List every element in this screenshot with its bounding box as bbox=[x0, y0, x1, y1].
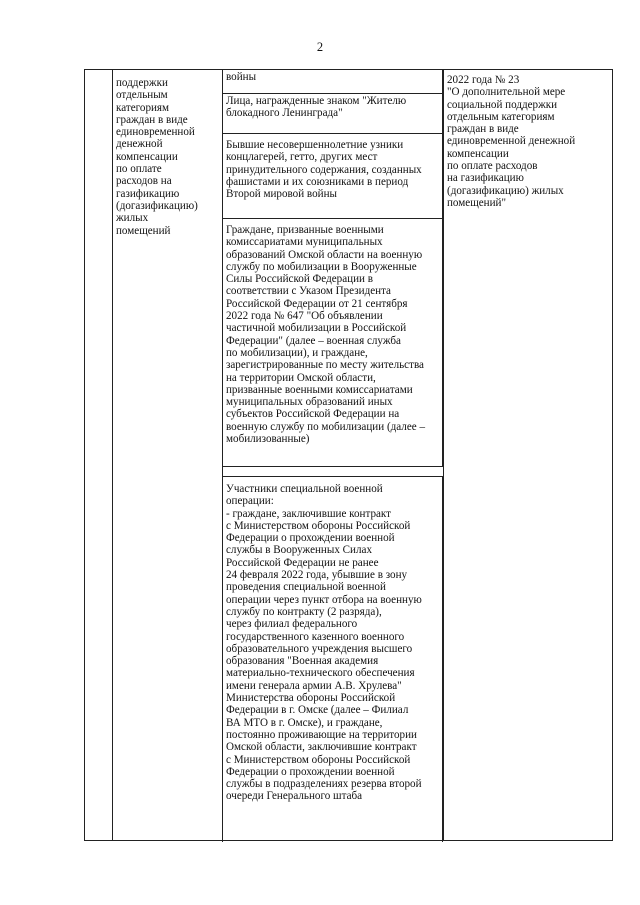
measure-name-cell: поддержки отдельным категориям граждан в виде единовременной денежной компенсации по оплате расходов на газификацию (догазификацию) жилых помещений bbox=[116, 77, 198, 237]
category-cell-leningrad: Лица, награжденные знаком "Жителю блокадного Ленинграда" bbox=[222, 93, 443, 134]
category-cell-svo-participants: Участники специальной военной операции: - граждане, заключившие контракт с Министерством обороны Российской Федерации о прохождении военной службы в Вооруженных Силах Российской Федерации не ранее 24 февраля 2022 года, убывшие в зону проведения специальной военной операции через пункт отбора на военную службу по контракту (2 разряда), через филиал федерального государственного казенного военного образовательного учреждения высшего образования "Военная академия материально-технического обеспечения имени генерала армии А.В. Хрулева" Министерства обороны Российской Федерации в г. Омске (далее – Филиал ВА МТО в г. Омске), и граждане, постоянно проживающие на территории Омской области, заключившие контракт с Министерством обороны Российской Федерации о прохождении военной службы в подразделениях резерва второй очереди Генерального штаба bbox=[222, 476, 443, 842]
page-number: 2 bbox=[316, 40, 324, 54]
legal-basis-cell: 2022 года № 23 "О дополнительной мере социальной поддержки отдельным категориям граждан в виде единовременной денежной компенсации по оплате расходов на газификацию (догазификацию) жилых помещений" bbox=[447, 74, 576, 209]
category-cell-war: войны bbox=[222, 70, 443, 94]
column-divider bbox=[443, 70, 444, 840]
benefits-table bbox=[84, 69, 613, 841]
column-divider bbox=[112, 70, 113, 840]
category-cell-mobilized: Граждане, призванные военными комиссариатами муниципальных образований Омской области на военную службу по мобилизации в Вооруженные Силы Российской Федерации в соответствии с Указом Президента Российской Федерации от 21 сентября 2022 года № 647 "Об объявлении частичной мобилизации в Российской Федерации" (далее – военная служба по мобилизации), и граждане, зарегистрированные по месту жительства на территории Омской области, призванные военными комиссариатами муниципальных образований иных субъектов Российской Федерации на военную службу по мобилизации (далее – мобилизованные) bbox=[222, 218, 443, 467]
category-cell-prisoners: Бывшие несовершеннолетние узники концлагерей, гетто, других мест принудительного содержания, созданных фашистами и их союзниками в период Второй мировой войны bbox=[222, 133, 443, 219]
